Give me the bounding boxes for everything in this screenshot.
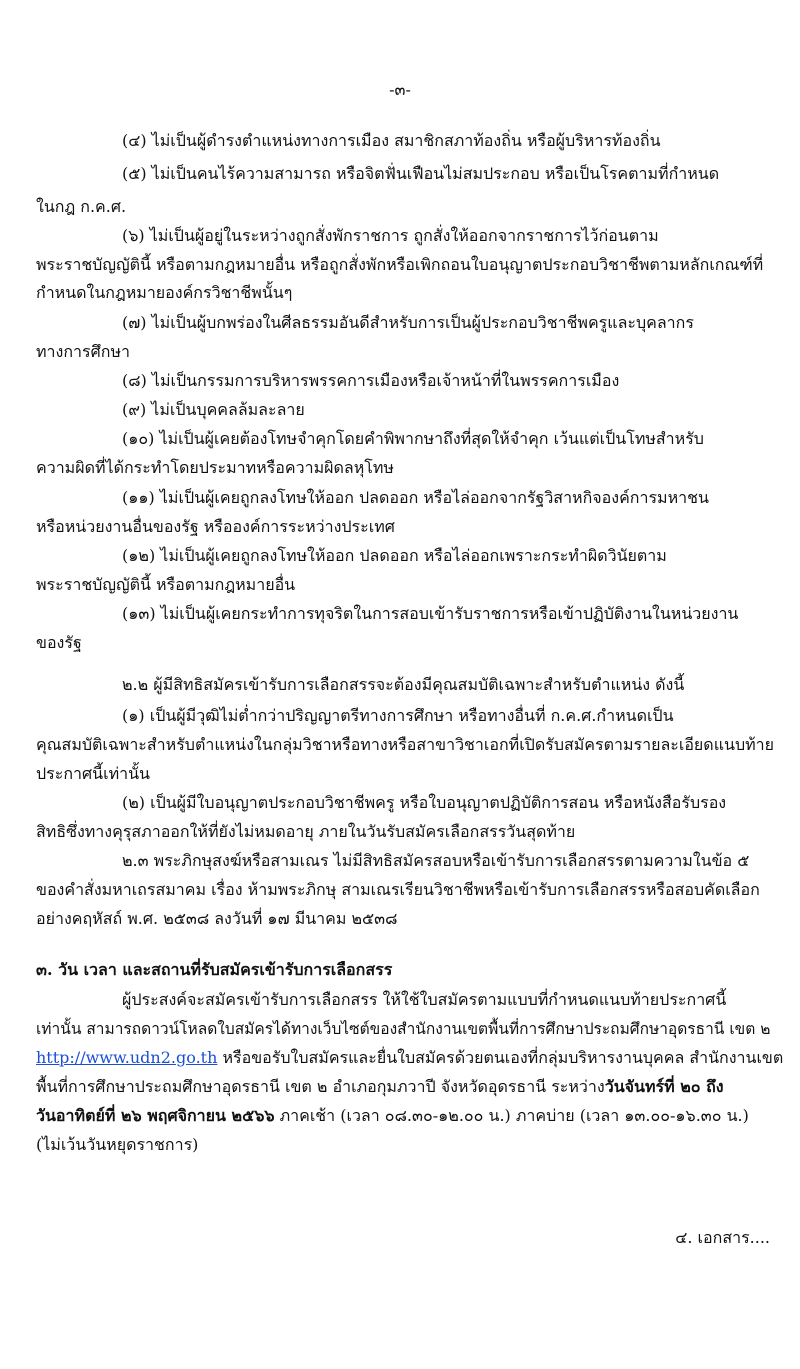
text-line: (๙) ไม่เป็นบุคคลล้มละลาย bbox=[122, 400, 305, 419]
text-line: (๑๒) ไม่เป็นผู้เคยถูกลงโทษให้ออก ปลดออก หรือไล่ออกเพราะกระทำผิดวินัยตาม bbox=[122, 546, 667, 565]
next-page-footer: ๔. เอกสาร.... bbox=[675, 1228, 770, 1247]
text-line: (๗) ไม่เป็นผู้บกพร่องในศีลธรรมอันดีสำหรับการเป็นผู้ประกอบวิชาชีพครูและบุคลากร bbox=[122, 313, 694, 332]
text-line: คุณสมบัติเฉพาะสำหรับตำแหน่งในกลุ่มวิชาหรือทางหรือสาขาวิชาเอกที่เปิดรับสมัครตามรายละเอียดแนบท้าย bbox=[36, 735, 775, 754]
text-line: (๔) ไม่เป็นผู้ดำรงตำแหน่งทางการเมือง สมาชิกสภาท้องถิ่น หรือผู้บริหารท้องถิ่น bbox=[122, 131, 661, 150]
text-line: ๒.๒ ผู้มีสิทธิสมัครเข้ารับการเลือกสรรจะต้องมีคุณสมบัติเฉพาะสำหรับตำแหน่ง ดังนี้ bbox=[122, 675, 685, 694]
text-line: ทางการศึกษา bbox=[36, 342, 130, 361]
text-segment: พื้นที่การศึกษาประถมศึกษาอุดรธานี เขต ๒ อำเภอกุมภวาปี จังหวัดอุดรธานี ระหว่าง bbox=[36, 1077, 605, 1096]
text-line: (๑) เป็นผู้มีวุฒิไม่ต่ำกว่าปริญญาตรีทางการศึกษา หรือทางอื่นที่ ก.ค.ศ.กำหนดเป็น bbox=[122, 706, 674, 725]
text-line: กำหนดในกฎหมายองค์กรวิชาชีพนั้นๆ bbox=[36, 283, 293, 302]
text-line: (๑๓) ไม่เป็นผู้เคยกระทำการทุจริตในการสอบเข้ารับราชการหรือเข้าปฏิบัติงานในหน่วยงาน bbox=[122, 604, 739, 623]
text-segment: หรือขอรับใบสมัครและยื่นใบสมัครด้วยตนเองที่กลุ่มบริหารงานบุคคล สำนักงานเขต bbox=[222, 1048, 784, 1067]
website-link[interactable]: http://www.udn2.go.th bbox=[36, 1048, 218, 1067]
text-line: ๒.๓ พระภิกษุสงฆ์หรือสามเณร ไม่มีสิทธิสมัครสอบหรือเข้ารับการเลือกสรรตามความในข้อ ๕ bbox=[122, 851, 750, 870]
text-line bbox=[36, 1106, 749, 1126]
text-line: ของคำสั่งมหาเถรสมาคม เรื่อง ห้ามพระภิกษุ สามเณรเรียนวิชาชีพหรือเข้ารับการเลือกสรรหรือสอบคัดเลือก bbox=[36, 880, 760, 899]
text-line: พระราชบัญญัตินี้ หรือตามกฎหมายอื่น bbox=[36, 575, 296, 594]
text-line: (๒) เป็นผู้มีใบอนุญาตประกอบวิชาชีพครู หรือใบอนุญาตปฏิบัติการสอน หรือหนังสือรับรอง bbox=[122, 793, 727, 812]
text-line: ในกฎ ก.ค.ศ. bbox=[36, 197, 127, 216]
text-line: (ไม่เว้นวันหยุดราชการ) bbox=[36, 1135, 199, 1154]
text-line: (๖) ไม่เป็นผู้อยู่ในระหว่างถูกสั่งพักราชการ ถูกสั่งให้ออกจากราชการไว้ก่อนตาม bbox=[122, 226, 659, 245]
text-line: ความผิดที่ได้กระทำโดยประมาทหรือความผิดลหุโทษ bbox=[36, 458, 394, 477]
text-line: (๑๑) ไม่เป็นผู้เคยถูกลงโทษให้ออก ปลดออก หรือไล่ออกจากรัฐวิสาหกิจองค์การมหาชน bbox=[122, 488, 709, 507]
text-line bbox=[36, 1077, 724, 1097]
text-line: (๕) ไม่เป็นคนไร้ความสามารถ หรือจิตฟั่นเฟือนไม่สมประกอบ หรือเป็นโรคตามที่กำหนด bbox=[122, 164, 720, 183]
date-range-start: วันจันทร์ที่ ๒๐ ถึง bbox=[604, 1077, 724, 1096]
text-line: (๑๐) ไม่เป็นผู้เคยต้องโทษจำคุกโดยคำพิพากษาถึงที่สุดให้จำคุก เว้นแต่เป็นโทษสำหรับ bbox=[122, 429, 704, 448]
page-number: -๓- bbox=[389, 80, 411, 99]
date-range-end: วันอาทิตย์ที่ ๒๖ พฤศจิกายน ๒๕๖๖ bbox=[36, 1106, 275, 1125]
text-line: เท่านั้น สามารถดาวน์โหลดใบสมัครได้ทางเว็บไซต์ของสำนักงานเขตพื้นที่การศึกษาประถมศึกษาอุดรธานี เขต ๒ bbox=[36, 1020, 771, 1038]
text-line: ผู้ประสงค์จะสมัครเข้ารับการเลือกสรร ให้ใช้ใบสมัครตามแบบที่กำหนดแนบท้ายประกาศนี้ bbox=[122, 990, 727, 1009]
text-line: ของรัฐ bbox=[36, 633, 82, 652]
text-line: สิทธิซึ่งทางคุรุสภาออกให้ที่ยังไม่หมดอายุ ภายในวันรับสมัครเลือกสรรวันสุดท้าย bbox=[36, 822, 576, 841]
text-line: พระราชบัญญัตินี้ หรือตามกฎหมายอื่น หรือถูกสั่งพักหรือเพิกถอนใบอนุญาตประกอบวิชาชีพตามหลักเกณฑ์ที่ bbox=[36, 255, 764, 274]
text-line bbox=[36, 1048, 783, 1068]
section-heading: ๓. วัน เวลา และสถานที่รับสมัครเข้ารับการเลือกสรร bbox=[36, 960, 393, 979]
text-line: (๘) ไม่เป็นกรรมการบริหารพรรคการเมืองหรือเจ้าหน้าที่ในพรรคการเมือง bbox=[122, 371, 620, 390]
text-line: หรือหน่วยงานอื่นของรัฐ หรือองค์การระหว่างประเทศ bbox=[36, 517, 395, 536]
text-line: ประกาศนี้เท่านั้น bbox=[36, 764, 150, 783]
text-segment: ภาคเช้า (เวลา ๐๘.๓๐-๑๒.๐๐ น.) ภาคบ่าย (เวลา ๑๓.๐๐-๑๖.๓๐ น.) bbox=[274, 1106, 749, 1125]
text-line: อย่างคฤหัสถ์ พ.ศ. ๒๕๓๘ ลงวันที่ ๑๗ มีนาคม ๒๕๓๘ bbox=[36, 909, 398, 928]
